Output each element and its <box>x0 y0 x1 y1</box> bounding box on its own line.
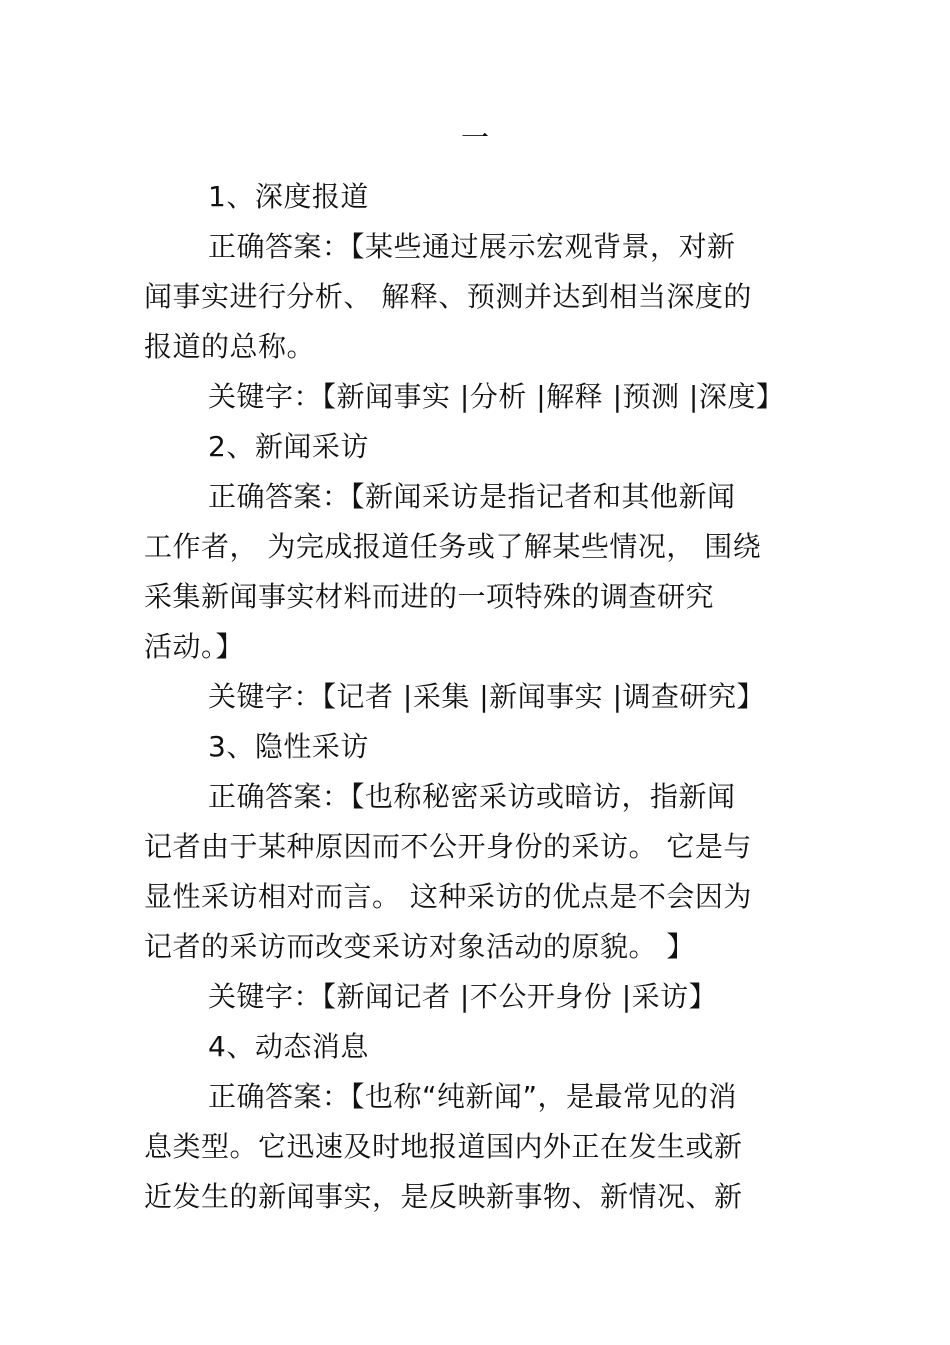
section-title: 一 <box>460 121 489 154</box>
keywords-line: 关键字：【新闻事实 |分析 |解释 |预测 |深度】 <box>208 380 785 413</box>
answer-line: 显性采访相对而言。 这种采访的优点是不会因为 <box>144 880 752 913</box>
answer-line: 正确答案：【也称“纯新闻”，是最常见的消 <box>208 1080 738 1113</box>
term-heading-3: 3、隐性采访 <box>208 730 369 763</box>
answer-line: 记者由于某种原因而不公开身份的采访。 它是与 <box>144 830 752 863</box>
answer-line: 记者的采访而改变采访对象活动的原貌。 】 <box>144 930 695 963</box>
answer-line: 正确答案：【某些通过展示宏观背景，对新 <box>208 230 736 263</box>
answer-line: 正确答案：【新闻采访是指记者和其他新闻 <box>208 480 736 513</box>
answer-line: 活动。】 <box>144 630 245 663</box>
answer-line: 息类型。它迅速及时地报道国内外正在发生或新 <box>144 1130 743 1163</box>
keywords-line: 关键字：【记者 |采集 |新闻事实 |调查研究】 <box>208 680 766 713</box>
answer-line: 报道的总称。 <box>144 330 316 363</box>
term-heading-4: 4、动态消息 <box>208 1030 369 1063</box>
document-body <box>144 172 814 1222</box>
answer-line: 近发生的新闻事实，是反映新事物、新情况、新 <box>144 1180 743 1213</box>
answer-line: 工作者， 为完成报道任务或了解某些情况， 围绕 <box>144 530 762 563</box>
keywords-line: 关键字：【新闻记者 |不公开身份 |采访】 <box>208 980 718 1013</box>
answer-line: 正确答案：【也称秘密采访或暗访，指新闻 <box>208 780 736 813</box>
answer-line: 闻事实进行分析、 解释、预测并达到相当深度的 <box>144 280 752 313</box>
term-heading-1: 1、深度报道 <box>208 180 369 213</box>
term-heading-2: 2、新闻采访 <box>208 430 369 463</box>
answer-line: 采集新闻事实材料而进的一项特殊的调查研究 <box>144 580 715 613</box>
